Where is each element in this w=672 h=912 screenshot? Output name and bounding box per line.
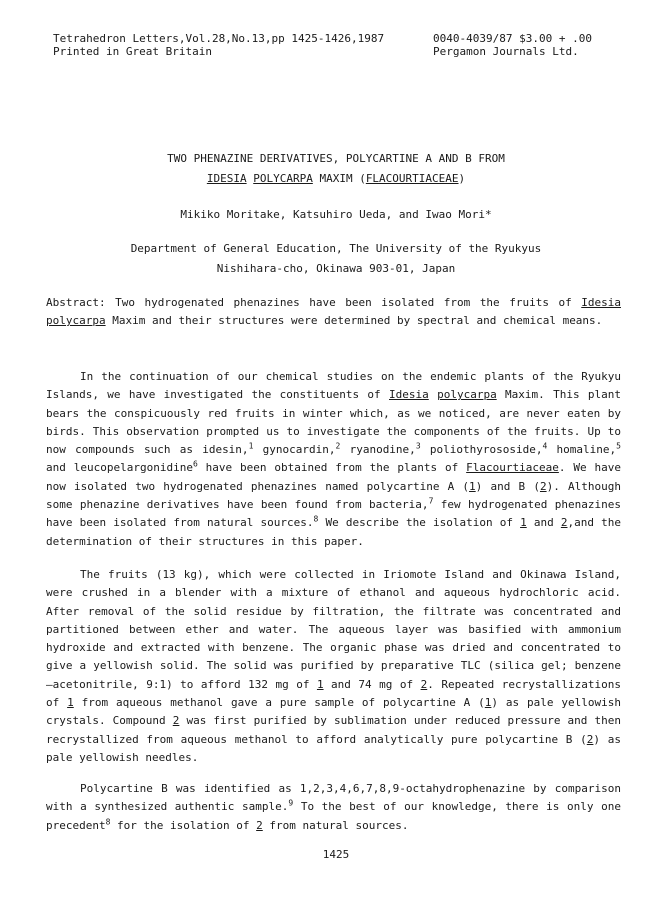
compound-number: 2 — [420, 677, 428, 691]
reference-superscript: 8 — [105, 816, 111, 826]
paragraph-text: In the continuation of our chemical studies on the endemic plants of the Ryukyu Islands, we have investigated the constituents of — [46, 370, 621, 402]
paragraph-text: poliothyrososide, — [420, 443, 543, 457]
paragraph-text: ) as pale yellowish crystals. Compound — [46, 696, 621, 728]
abstract-text: Abstract: Two hydrogenated phenazines have been isolated from the fruits of — [46, 296, 582, 309]
abstract-species: polycarpa — [46, 314, 106, 328]
compound-number: 1 — [67, 696, 74, 710]
compound-number: 2 — [586, 732, 594, 746]
journal-header-right — [433, 32, 592, 58]
paragraph-text: few hydrogenated phenazines have been isolated from natural sources. — [46, 498, 621, 530]
paragraph-text: Polycartine B was identified as 1,2,3,4,6,7,8,9-octahydrophenazine by comparison with a synthesized authentic sample. — [46, 782, 621, 814]
paragraph-text: . We have now isolated two hydrogenated phenazines named polycartine A ( — [46, 461, 621, 493]
affiliation-line1: Department of General Education, The University of the Ryukyus — [130, 242, 542, 255]
paragraph-text: have been obtained from the plants of — [197, 461, 467, 475]
family-name: Flacourtiaceae — [466, 461, 559, 475]
paragraph-1 — [46, 368, 621, 551]
paragraph-text: and 74 mg of — [323, 677, 421, 691]
abstract — [46, 294, 621, 331]
reference-superscript: 4 — [542, 441, 548, 451]
reference-superscript: 1 — [248, 441, 254, 451]
genus-name: Idesia — [389, 388, 429, 402]
compound-number: 2 — [256, 818, 263, 832]
compound-number: 1 — [520, 516, 527, 530]
reference-superscript: 2 — [335, 441, 341, 451]
reference-superscript: 8 — [313, 514, 319, 524]
paragraph-text: ryanodine, — [340, 443, 416, 457]
paragraph-text: homaline, — [547, 443, 617, 457]
paragraph-text: from aqueous methanol gave a pure sample of polycartine A ( — [73, 696, 485, 710]
reference-superscript: 5 — [616, 441, 621, 451]
page-number: 1425 — [322, 848, 350, 861]
printed-in: Printed in Great Britain — [53, 45, 212, 58]
paragraph-text: The fruits (13 kg), which were collected in Iriomote Island and Okinawa Island, were crushed in a blender with a mixture of ethanol and aqueous hydrochloric acid. After removal of the solid residue by filtration, the filtrate was concentrated and partitioned between ether and water. The aqueous layer was basified with ammonium hydroxide and extracted with benzene. The organic phase was dried and concentrated to give a yellowish solid. The solid was purified by preparative TLC (silica gel; benzene—acetonitrile, 9:1) to afford 132 mg of — [46, 568, 621, 691]
abstract-genus: Idesia — [581, 296, 621, 309]
paragraph-text: for the isolation of — [110, 818, 257, 832]
paragraph-text: and leucopelargonidine — [46, 461, 193, 475]
compound-number: 2 — [172, 714, 180, 728]
compound-number: 2 — [560, 516, 568, 530]
compound-number: 1 — [484, 696, 492, 710]
paragraph-text: ). Although some phenazine derivatives have been found from bacteria, — [46, 479, 621, 512]
journal-citation: Tetrahedron Letters,Vol.28,No.13,pp 1425-1426,1987 — [53, 32, 385, 45]
publisher: Pergamon Journals Ltd. — [433, 45, 579, 58]
paragraph-text: and — [526, 516, 561, 530]
issn-price: 0040-4039/87 $3.00 + .00 — [433, 32, 592, 45]
reference-superscript: 9 — [288, 798, 294, 808]
title-authority: MAXIM ( — [319, 172, 366, 185]
paragraph-text: ,and the determination of their structures in this paper. — [46, 516, 621, 548]
paragraph-text: gynocardin, — [253, 443, 336, 457]
title-genus: IDESIA — [206, 172, 247, 185]
title-family: FLACOURTIACEAE — [365, 172, 459, 185]
title-close: ) — [458, 172, 466, 185]
article-title-line1: TWO PHENAZINE DERIVATIVES, POLYCARTINE A AND B FROM — [167, 152, 505, 165]
paragraph-text: To the best of our knowledge, there is only one precedent — [46, 800, 621, 832]
paragraph-2 — [46, 566, 621, 767]
title-species: POLYCARPA — [253, 172, 313, 185]
abstract-text: Maxim and their structures were determined by spectral and chemical means. — [105, 314, 603, 328]
compound-number: 2 — [539, 479, 547, 493]
reference-superscript: 3 — [415, 441, 421, 451]
paragraph-text: Maxim. This plant bears the conspicuously red fruits in winter which, as we noticed, are never eaten by birds. This observation prompted us to investigate the components of the fruits. Up to now compounds such as idesin, — [46, 388, 621, 457]
paragraph-3 — [46, 780, 621, 835]
paragraph-text: ) and B ( — [475, 479, 540, 493]
paragraph-text: We describe the isolation of — [318, 516, 521, 530]
reference-superscript: 6 — [192, 459, 198, 469]
article-title-line2 — [0, 172, 672, 185]
paragraph-text: was first purified by sublimation under reduced pressure and then recrystallized from aqueous methanol to afford analytically pure polycartine B ( — [46, 714, 621, 746]
reference-superscript: 7 — [428, 496, 434, 506]
paragraph-text: ) as pale yellowish needles. — [46, 732, 621, 764]
species-name: polycarpa — [437, 388, 497, 402]
paragraph-text: . Repeated recrystallizations of — [46, 677, 621, 710]
compound-number: 1 — [469, 479, 476, 493]
affiliation-line2: Nishihara-cho, Okinawa 903-01, Japan — [216, 262, 456, 275]
compound-number: 1 — [316, 677, 324, 691]
paragraph-text: from natural sources. — [262, 818, 409, 832]
journal-header-left — [53, 32, 384, 58]
author-list: Mikiko Moritake, Katsuhiro Ueda, and Iwao Mori* — [180, 208, 492, 221]
